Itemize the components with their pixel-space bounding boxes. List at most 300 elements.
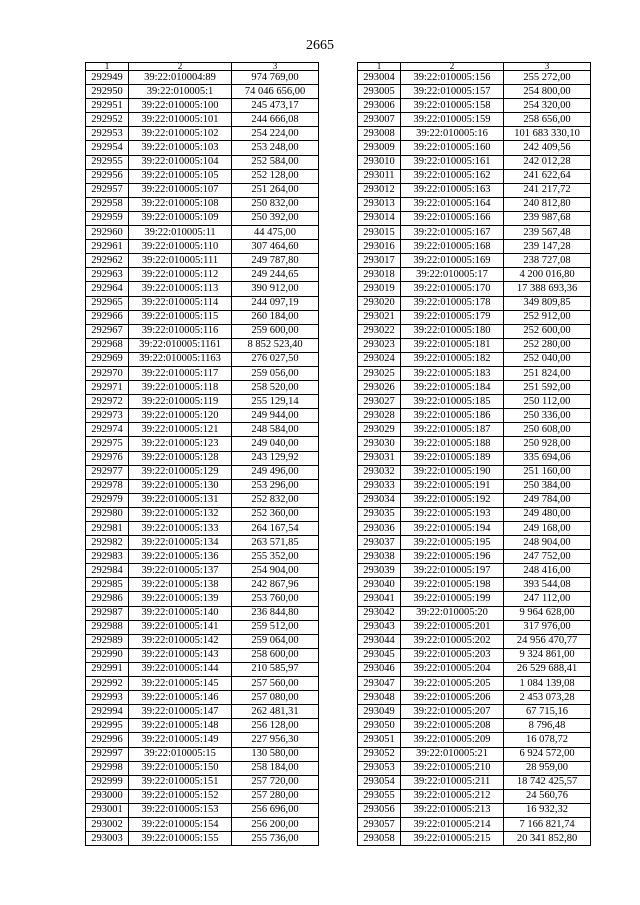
row-number-cell: 293022 bbox=[358, 324, 401, 338]
row-number-cell: 292952 bbox=[86, 113, 129, 127]
value-cell: 263 571,85 bbox=[232, 536, 319, 550]
value-cell: 251 160,00 bbox=[504, 465, 591, 479]
table-row bbox=[358, 226, 591, 240]
table-row bbox=[86, 522, 319, 536]
row-number-cell: 292982 bbox=[86, 536, 129, 550]
table-row bbox=[358, 211, 591, 225]
column-header: 3 bbox=[232, 63, 319, 71]
row-number-cell: 293058 bbox=[358, 832, 401, 846]
row-number-cell: 292995 bbox=[86, 719, 129, 733]
row-number-cell: 293020 bbox=[358, 296, 401, 310]
table-row bbox=[86, 634, 319, 648]
cadastral-number-cell: 39:22:010005:192 bbox=[401, 493, 504, 507]
value-cell: 258 184,00 bbox=[232, 761, 319, 775]
value-cell: 250 608,00 bbox=[504, 423, 591, 437]
cadastral-number-cell: 39:22:010005:169 bbox=[401, 254, 504, 268]
cadastral-number-cell: 39:22:010005:183 bbox=[401, 366, 504, 380]
table-row bbox=[358, 803, 591, 817]
cadastral-number-cell: 39:22:010005:189 bbox=[401, 451, 504, 465]
table-row bbox=[86, 155, 319, 169]
registry-table-right bbox=[357, 62, 591, 846]
cadastral-number-cell: 39:22:010005:136 bbox=[129, 550, 232, 564]
cadastral-number-cell: 39:22:010005:215 bbox=[401, 832, 504, 846]
row-number-cell: 292953 bbox=[86, 127, 129, 141]
row-number-cell: 293009 bbox=[358, 141, 401, 155]
row-number-cell: 292968 bbox=[86, 338, 129, 352]
row-number-cell: 292971 bbox=[86, 381, 129, 395]
table-row bbox=[358, 423, 591, 437]
table-row bbox=[358, 817, 591, 831]
table-row bbox=[358, 536, 591, 550]
value-cell: 250 392,00 bbox=[232, 211, 319, 225]
row-number-cell: 292994 bbox=[86, 705, 129, 719]
value-cell: 251 264,00 bbox=[232, 183, 319, 197]
value-cell: 254 904,00 bbox=[232, 564, 319, 578]
value-cell: 259 056,00 bbox=[232, 366, 319, 380]
row-number-cell: 292956 bbox=[86, 169, 129, 183]
value-cell: 26 529 688,41 bbox=[504, 662, 591, 676]
cadastral-number-cell: 39:22:010005:108 bbox=[129, 197, 232, 211]
cadastral-number-cell: 39:22:010005:111 bbox=[129, 254, 232, 268]
cadastral-number-cell: 39:22:010005:11 bbox=[129, 226, 232, 240]
value-cell: 242 867,96 bbox=[232, 578, 319, 592]
table-row bbox=[358, 381, 591, 395]
cadastral-number-cell: 39:22:010005:140 bbox=[129, 606, 232, 620]
value-cell: 256 200,00 bbox=[232, 817, 319, 831]
table-row bbox=[86, 366, 319, 380]
value-cell: 249 168,00 bbox=[504, 522, 591, 536]
cadastral-number-cell: 39:22:010005:1161 bbox=[129, 338, 232, 352]
row-number-cell: 293033 bbox=[358, 479, 401, 493]
table-row bbox=[358, 113, 591, 127]
row-number-cell: 293047 bbox=[358, 677, 401, 691]
column-header: 3 bbox=[504, 63, 591, 71]
cadastral-number-cell: 39:22:010005:197 bbox=[401, 564, 504, 578]
value-cell: 250 336,00 bbox=[504, 409, 591, 423]
value-cell: 260 184,00 bbox=[232, 310, 319, 324]
value-cell: 243 129,92 bbox=[232, 451, 319, 465]
row-number-cell: 292980 bbox=[86, 507, 129, 521]
value-cell: 248 904,00 bbox=[504, 536, 591, 550]
row-number-cell: 293037 bbox=[358, 536, 401, 550]
cadastral-number-cell: 39:22:010005:186 bbox=[401, 409, 504, 423]
value-cell: 130 580,00 bbox=[232, 747, 319, 761]
row-number-cell: 293003 bbox=[86, 832, 129, 846]
cadastral-number-cell: 39:22:010005:190 bbox=[401, 465, 504, 479]
table-row bbox=[86, 127, 319, 141]
table-row bbox=[86, 662, 319, 676]
row-number-cell: 293034 bbox=[358, 493, 401, 507]
table-row bbox=[86, 719, 319, 733]
cadastral-number-cell: 39:22:010005:152 bbox=[129, 789, 232, 803]
cadastral-number-cell: 39:22:010005:128 bbox=[129, 451, 232, 465]
value-cell: 249 496,00 bbox=[232, 465, 319, 479]
table-row bbox=[86, 226, 319, 240]
row-number-cell: 293001 bbox=[86, 803, 129, 817]
value-cell: 250 112,00 bbox=[504, 395, 591, 409]
table-row bbox=[86, 437, 319, 451]
value-cell: 249 244,65 bbox=[232, 268, 319, 282]
row-number-cell: 292986 bbox=[86, 592, 129, 606]
cadastral-number-cell: 39:22:010005:188 bbox=[401, 437, 504, 451]
row-number-cell: 293031 bbox=[358, 451, 401, 465]
value-cell: 18 742 425,57 bbox=[504, 775, 591, 789]
cadastral-number-cell: 39:22:010005:147 bbox=[129, 705, 232, 719]
table-row bbox=[358, 268, 591, 282]
cadastral-number-cell: 39:22:010005:138 bbox=[129, 578, 232, 592]
table-row bbox=[86, 465, 319, 479]
value-cell: 335 694,06 bbox=[504, 451, 591, 465]
table-row bbox=[358, 310, 591, 324]
cadastral-number-cell: 39:22:010005:207 bbox=[401, 705, 504, 719]
table-row bbox=[86, 564, 319, 578]
cadastral-number-cell: 39:22:010005:166 bbox=[401, 211, 504, 225]
table-row bbox=[86, 85, 319, 99]
table-row bbox=[86, 705, 319, 719]
cadastral-number-cell: 39:22:010005:212 bbox=[401, 789, 504, 803]
value-cell: 317 976,00 bbox=[504, 620, 591, 634]
table-row bbox=[86, 211, 319, 225]
table-row bbox=[86, 310, 319, 324]
row-number-cell: 293011 bbox=[358, 169, 401, 183]
table-row bbox=[358, 282, 591, 296]
value-cell: 257 560,00 bbox=[232, 677, 319, 691]
table-row bbox=[86, 99, 319, 113]
column-header: 2 bbox=[129, 63, 232, 71]
column-header: 2 bbox=[401, 63, 504, 71]
table-row bbox=[86, 761, 319, 775]
table-row bbox=[86, 620, 319, 634]
cadastral-number-cell: 39:22:010005:159 bbox=[401, 113, 504, 127]
cadastral-number-cell: 39:22:010005:1 bbox=[129, 85, 232, 99]
table-row bbox=[86, 606, 319, 620]
cadastral-number-cell: 39:22:010005:214 bbox=[401, 817, 504, 831]
value-cell: 253 760,00 bbox=[232, 592, 319, 606]
value-cell: 252 280,00 bbox=[504, 338, 591, 352]
value-cell: 255 736,00 bbox=[232, 832, 319, 846]
value-cell: 256 696,00 bbox=[232, 803, 319, 817]
cadastral-number-cell: 39:22:010005:21 bbox=[401, 747, 504, 761]
cadastral-number-cell: 39:22:010005:195 bbox=[401, 536, 504, 550]
table-row bbox=[86, 479, 319, 493]
table-row bbox=[86, 451, 319, 465]
cadastral-number-cell: 39:22:010005:123 bbox=[129, 437, 232, 451]
row-number-cell: 293039 bbox=[358, 564, 401, 578]
table-row bbox=[358, 183, 591, 197]
table-row bbox=[358, 733, 591, 747]
row-number-cell: 293044 bbox=[358, 634, 401, 648]
row-number-cell: 293046 bbox=[358, 662, 401, 676]
cadastral-number-cell: 39:22:010005:168 bbox=[401, 240, 504, 254]
table-row bbox=[358, 71, 591, 85]
row-number-cell: 293017 bbox=[358, 254, 401, 268]
value-cell: 244 666,08 bbox=[232, 113, 319, 127]
table-row bbox=[86, 324, 319, 338]
row-number-cell: 292957 bbox=[86, 183, 129, 197]
row-number-cell: 293052 bbox=[358, 747, 401, 761]
table-row bbox=[358, 352, 591, 366]
table-row bbox=[86, 789, 319, 803]
table-row bbox=[86, 268, 319, 282]
row-number-cell: 293050 bbox=[358, 719, 401, 733]
value-cell: 242 012,28 bbox=[504, 155, 591, 169]
cadastral-number-cell: 39:22:010005:103 bbox=[129, 141, 232, 155]
table-row bbox=[358, 479, 591, 493]
value-cell: 249 784,00 bbox=[504, 493, 591, 507]
value-cell: 67 715,16 bbox=[504, 705, 591, 719]
table-row bbox=[86, 592, 319, 606]
value-cell: 250 384,00 bbox=[504, 479, 591, 493]
row-number-cell: 292955 bbox=[86, 155, 129, 169]
value-cell: 253 296,00 bbox=[232, 479, 319, 493]
cadastral-number-cell: 39:22:010005:142 bbox=[129, 634, 232, 648]
cadastral-number-cell: 39:22:010005:141 bbox=[129, 620, 232, 634]
row-number-cell: 293048 bbox=[358, 691, 401, 705]
row-number-cell: 293007 bbox=[358, 113, 401, 127]
cadastral-number-cell: 39:22:010005:179 bbox=[401, 310, 504, 324]
cadastral-number-cell: 39:22:010005:157 bbox=[401, 85, 504, 99]
cadastral-number-cell: 39:22:010005:116 bbox=[129, 324, 232, 338]
value-cell: 251 824,00 bbox=[504, 366, 591, 380]
row-number-cell: 293043 bbox=[358, 620, 401, 634]
value-cell: 24 560,76 bbox=[504, 789, 591, 803]
row-number-cell: 292958 bbox=[86, 197, 129, 211]
cadastral-number-cell: 39:22:010005:148 bbox=[129, 719, 232, 733]
value-cell: 242 409,56 bbox=[504, 141, 591, 155]
value-cell: 239 147,28 bbox=[504, 240, 591, 254]
value-cell: 255 129,14 bbox=[232, 395, 319, 409]
row-number-cell: 292960 bbox=[86, 226, 129, 240]
table-row bbox=[86, 423, 319, 437]
cadastral-number-cell: 39:22:010005:120 bbox=[129, 409, 232, 423]
row-number-cell: 293057 bbox=[358, 817, 401, 831]
table-row bbox=[358, 620, 591, 634]
row-number-cell: 293054 bbox=[358, 775, 401, 789]
row-number-cell: 292990 bbox=[86, 648, 129, 662]
cadastral-number-cell: 39:22:010005:187 bbox=[401, 423, 504, 437]
table-row bbox=[86, 648, 319, 662]
table-row bbox=[358, 324, 591, 338]
cadastral-number-cell: 39:22:010005:143 bbox=[129, 648, 232, 662]
row-number-cell: 293053 bbox=[358, 761, 401, 775]
cadastral-number-cell: 39:22:010005:161 bbox=[401, 155, 504, 169]
row-number-cell: 292951 bbox=[86, 99, 129, 113]
table-row bbox=[86, 338, 319, 352]
cadastral-number-cell: 39:22:010005:206 bbox=[401, 691, 504, 705]
value-cell: 255 272,00 bbox=[504, 71, 591, 85]
table-row bbox=[86, 254, 319, 268]
row-number-cell: 292950 bbox=[86, 85, 129, 99]
row-number-cell: 293018 bbox=[358, 268, 401, 282]
row-number-cell: 293000 bbox=[86, 789, 129, 803]
table-row bbox=[358, 254, 591, 268]
cadastral-number-cell: 39:22:010005:144 bbox=[129, 662, 232, 676]
row-number-cell: 292970 bbox=[86, 366, 129, 380]
row-number-cell: 293023 bbox=[358, 338, 401, 352]
table-row bbox=[358, 606, 591, 620]
table-row bbox=[358, 691, 591, 705]
value-cell: 101 683 330,10 bbox=[504, 127, 591, 141]
value-cell: 255 352,00 bbox=[232, 550, 319, 564]
value-cell: 258 656,00 bbox=[504, 113, 591, 127]
table-row bbox=[86, 296, 319, 310]
value-cell: 241 217,72 bbox=[504, 183, 591, 197]
cadastral-number-cell: 39:22:010005:117 bbox=[129, 366, 232, 380]
table-row bbox=[358, 747, 591, 761]
column-header: 1 bbox=[86, 63, 129, 71]
cadastral-number-cell: 39:22:010005:170 bbox=[401, 282, 504, 296]
cadastral-number-cell: 39:22:010005:167 bbox=[401, 226, 504, 240]
table-row bbox=[86, 747, 319, 761]
value-cell: 254 224,00 bbox=[232, 127, 319, 141]
value-cell: 248 416,00 bbox=[504, 564, 591, 578]
cadastral-number-cell: 39:22:010005:164 bbox=[401, 197, 504, 211]
row-number-cell: 293035 bbox=[358, 507, 401, 521]
cadastral-number-cell: 39:22:010005:149 bbox=[129, 733, 232, 747]
table-row bbox=[358, 550, 591, 564]
value-cell: 2 453 073,28 bbox=[504, 691, 591, 705]
row-number-cell: 292967 bbox=[86, 324, 129, 338]
table-row bbox=[86, 733, 319, 747]
table-row bbox=[358, 564, 591, 578]
value-cell: 244 097,19 bbox=[232, 296, 319, 310]
row-number-cell: 292964 bbox=[86, 282, 129, 296]
table-row bbox=[86, 817, 319, 831]
table-row bbox=[358, 789, 591, 803]
row-number-cell: 292969 bbox=[86, 352, 129, 366]
cadastral-number-cell: 39:22:010005:193 bbox=[401, 507, 504, 521]
row-number-cell: 292992 bbox=[86, 677, 129, 691]
cadastral-number-cell: 39:22:010005:118 bbox=[129, 381, 232, 395]
table-row bbox=[86, 775, 319, 789]
value-cell: 259 512,00 bbox=[232, 620, 319, 634]
row-number-cell: 293042 bbox=[358, 606, 401, 620]
row-number-cell: 293015 bbox=[358, 226, 401, 240]
cadastral-number-cell: 39:22:010005:196 bbox=[401, 550, 504, 564]
row-number-cell: 292985 bbox=[86, 578, 129, 592]
value-cell: 24 956 470,77 bbox=[504, 634, 591, 648]
value-cell: 17 388 693,36 bbox=[504, 282, 591, 296]
row-number-cell: 293045 bbox=[358, 648, 401, 662]
table-row bbox=[86, 381, 319, 395]
row-number-cell: 292983 bbox=[86, 550, 129, 564]
value-cell: 236 844,80 bbox=[232, 606, 319, 620]
cadastral-number-cell: 39:22:010005:129 bbox=[129, 465, 232, 479]
row-number-cell: 292981 bbox=[86, 522, 129, 536]
value-cell: 239 567,48 bbox=[504, 226, 591, 240]
cadastral-number-cell: 39:22:010005:180 bbox=[401, 324, 504, 338]
row-number-cell: 292973 bbox=[86, 409, 129, 423]
value-cell: 8 852 523,40 bbox=[232, 338, 319, 352]
row-number-cell: 292959 bbox=[86, 211, 129, 225]
table-row bbox=[86, 71, 319, 85]
value-cell: 210 585,97 bbox=[232, 662, 319, 676]
row-number-cell: 292961 bbox=[86, 240, 129, 254]
cadastral-number-cell: 39:22:010005:181 bbox=[401, 338, 504, 352]
cadastral-number-cell: 39:22:010005:210 bbox=[401, 761, 504, 775]
header-row bbox=[358, 63, 591, 71]
cadastral-number-cell: 39:22:010005:107 bbox=[129, 183, 232, 197]
table-row bbox=[86, 395, 319, 409]
value-cell: 1 084 139,08 bbox=[504, 677, 591, 691]
row-number-cell: 292997 bbox=[86, 747, 129, 761]
value-cell: 238 727,08 bbox=[504, 254, 591, 268]
value-cell: 16 932,32 bbox=[504, 803, 591, 817]
table-row bbox=[86, 409, 319, 423]
table-row bbox=[358, 395, 591, 409]
cadastral-number-cell: 39:22:010005:119 bbox=[129, 395, 232, 409]
cadastral-number-cell: 39:22:010005:15 bbox=[129, 747, 232, 761]
row-number-cell: 292984 bbox=[86, 564, 129, 578]
value-cell: 247 112,00 bbox=[504, 592, 591, 606]
row-number-cell: 293021 bbox=[358, 310, 401, 324]
value-cell: 390 912,00 bbox=[232, 282, 319, 296]
value-cell: 245 473,17 bbox=[232, 99, 319, 113]
value-cell: 250 928,00 bbox=[504, 437, 591, 451]
value-cell: 254 320,00 bbox=[504, 99, 591, 113]
value-cell: 307 464,60 bbox=[232, 240, 319, 254]
row-number-cell: 293032 bbox=[358, 465, 401, 479]
value-cell: 258 600,00 bbox=[232, 648, 319, 662]
value-cell: 259 600,00 bbox=[232, 324, 319, 338]
row-number-cell: 292987 bbox=[86, 606, 129, 620]
table-row bbox=[358, 592, 591, 606]
value-cell: 247 752,00 bbox=[504, 550, 591, 564]
table-row bbox=[358, 775, 591, 789]
value-cell: 249 787,80 bbox=[232, 254, 319, 268]
cadastral-number-cell: 39:22:010005:178 bbox=[401, 296, 504, 310]
row-number-cell: 292977 bbox=[86, 465, 129, 479]
column-header: 1 bbox=[358, 63, 401, 71]
row-number-cell: 293005 bbox=[358, 85, 401, 99]
cadastral-number-cell: 39:22:010005:113 bbox=[129, 282, 232, 296]
cadastral-number-cell: 39:22:010005:101 bbox=[129, 113, 232, 127]
row-number-cell: 292996 bbox=[86, 733, 129, 747]
value-cell: 249 040,00 bbox=[232, 437, 319, 451]
cadastral-number-cell: 39:22:010005:139 bbox=[129, 592, 232, 606]
cadastral-number-cell: 39:22:010005:145 bbox=[129, 677, 232, 691]
cadastral-number-cell: 39:22:010005:198 bbox=[401, 578, 504, 592]
table-row bbox=[358, 437, 591, 451]
row-number-cell: 292976 bbox=[86, 451, 129, 465]
cadastral-number-cell: 39:22:010005:112 bbox=[129, 268, 232, 282]
table-row bbox=[358, 127, 591, 141]
value-cell: 249 480,00 bbox=[504, 507, 591, 521]
cadastral-number-cell: 39:22:010005:133 bbox=[129, 522, 232, 536]
value-cell: 262 481,31 bbox=[232, 705, 319, 719]
cadastral-number-cell: 39:22:010005:213 bbox=[401, 803, 504, 817]
value-cell: 254 800,00 bbox=[504, 85, 591, 99]
value-cell: 393 544,08 bbox=[504, 578, 591, 592]
value-cell: 276 027,50 bbox=[232, 352, 319, 366]
table-row bbox=[358, 493, 591, 507]
cadastral-number-cell: 39:22:010005:182 bbox=[401, 352, 504, 366]
value-cell: 252 912,00 bbox=[504, 310, 591, 324]
value-cell: 258 520,00 bbox=[232, 381, 319, 395]
table-row bbox=[86, 578, 319, 592]
cadastral-number-cell: 39:22:010005:104 bbox=[129, 155, 232, 169]
table-row bbox=[86, 282, 319, 296]
table-row bbox=[358, 465, 591, 479]
row-number-cell: 293002 bbox=[86, 817, 129, 831]
cadastral-number-cell: 39:22:010005:154 bbox=[129, 817, 232, 831]
table-row bbox=[358, 451, 591, 465]
value-cell: 252 128,00 bbox=[232, 169, 319, 183]
cadastral-number-cell: 39:22:010005:194 bbox=[401, 522, 504, 536]
row-number-cell: 293019 bbox=[358, 282, 401, 296]
cadastral-number-cell: 39:22:010005:162 bbox=[401, 169, 504, 183]
table-row bbox=[358, 507, 591, 521]
